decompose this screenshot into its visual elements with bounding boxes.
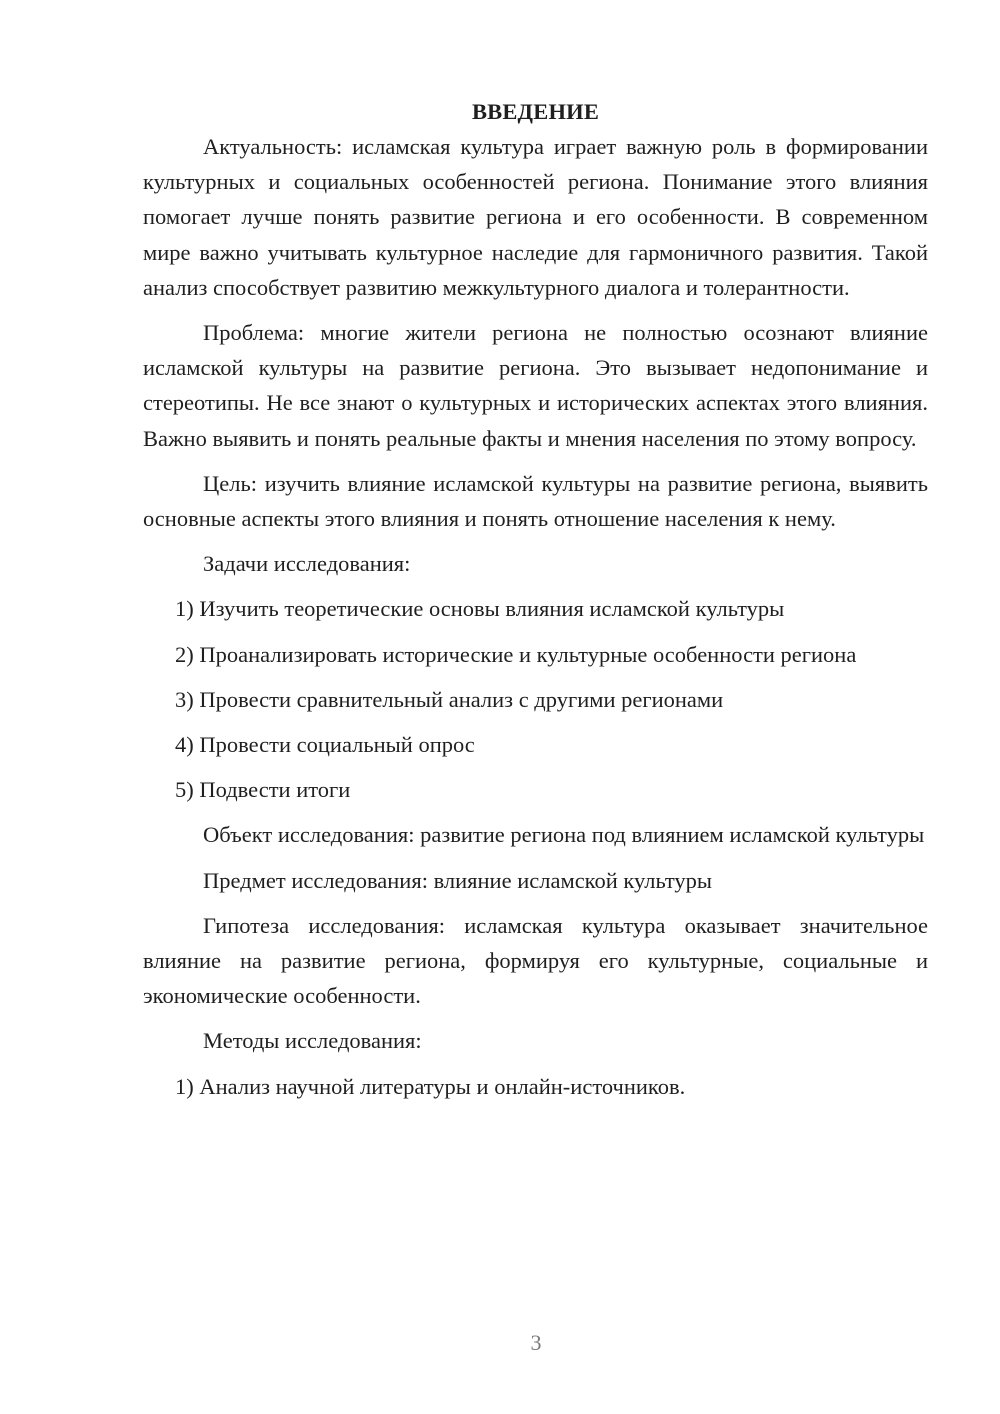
- object-paragraph: Объект исследования: развитие региона под влиянием исламской культуры: [203, 822, 925, 848]
- tasks-heading: Задачи исследования:: [203, 551, 411, 577]
- hypothesis-paragraph: Гипотеза исследования: исламская культура оказывает значительное влияние на развитие региона, формируя его культурные, социальные и экономические особенности.: [143, 912, 928, 1009]
- page-title: ВВЕДЕНИЕ: [471, 99, 600, 124]
- task-item-3: 3) Провести сравнительный анализ с другими регионами: [175, 686, 724, 712]
- relevance-paragraph: Актуальность: исламская культура играет важную роль в формировании культурных и социальных особенностей региона. Понимание этого влияния помогает лучше понять развитие региона и его особенности. В современном мире важно учитывать культурное наследие для гармоничного развития. Такой анализ способствует развитию межкультурного диалога и толерантности.: [143, 134, 928, 300]
- subject-paragraph: Предмет исследования: влияние исламской культуры: [203, 867, 713, 893]
- task-item-1: 1) Изучить теоретические основы влияния исламской культуры: [175, 596, 785, 622]
- method-item-1: 1) Анализ научной литературы и онлайн-источников.: [175, 1073, 686, 1099]
- task-item-2: 2) Проанализировать исторические и культурные особенности региона: [175, 641, 857, 667]
- task-item-4: 4) Провести социальный опрос: [175, 732, 475, 758]
- methods-heading: Методы исследования:: [203, 1028, 422, 1054]
- goal-paragraph: Цель: изучить влияние исламской культуры на развитие региона, выявить основные аспекты этого влияния и понять отношение населения к нему.: [143, 470, 928, 532]
- page-content: [143, 94, 928, 1104]
- page-number: 3: [530, 1330, 542, 1355]
- problem-paragraph: Проблема: многие жители региона не полностью осознают влияние исламской культуры на развитие региона. Это вызывает недопонимание и стереотипы. Не все знают о культурных и исторических аспектах этого влияния. Важно выявить и понять реальные факты и мнения населения по этому вопросу.: [143, 320, 928, 451]
- task-item-5: 5) Подвести итоги: [175, 777, 351, 803]
